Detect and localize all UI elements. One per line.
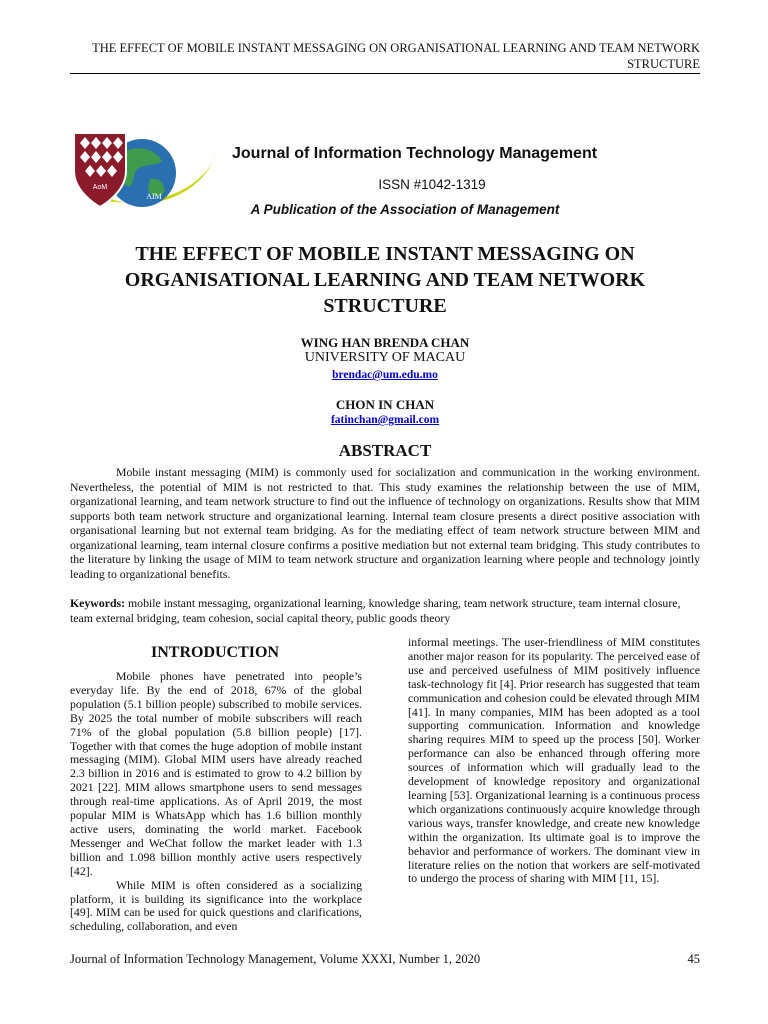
abstract-heading: ABSTRACT <box>338 441 432 460</box>
footer-citation: Journal of Information Technology Management, Volume XXXI, Number 1, 2020 <box>70 952 481 966</box>
paper-title: THE EFFECT OF MOBILE INSTANT MESSAGING ON ORGANISATIONAL LEARNING AND TEAM NETWORK STRUCTURE <box>124 243 646 317</box>
keywords-text: mobile instant messaging, organizational learning, knowledge sharing, team network structure, team internal closure, team external bridging, team cohesion, social capital theory, public goods theory <box>70 596 681 625</box>
header-rule <box>70 73 700 74</box>
left-column <box>70 670 362 934</box>
author-name: CHON IN CHAN <box>335 397 435 412</box>
keywords <box>70 596 700 625</box>
author-name: WING HAN BRENDA CHAN <box>300 335 470 350</box>
running-header: THE EFFECT OF MOBILE INSTANT MESSAGING ON ORGANISATIONAL LEARNING AND TEAM NETWORK STRUCTURE <box>92 41 700 71</box>
keywords-label: Keywords: <box>70 596 126 610</box>
paragraph: Mobile phones have penetrated into people’s everyday life. By the end of 2018, 67% of the global population (5.1 billion people) subscribed to mobile services. By 2025 the total number of mobile subscribers will reach 71% of the global population (5.8 billion people) [17]. Together with that comes the huge adoption of mobile instant messaging (MIM). Global MIM users have already reached 2.3 billion in 2016 and is estimated to grow to 4.2 billion by 2021 [22]. MIM allows smartphone users to send messages through real-time applications. As of April 2019, the most popular MIM is WhatsApp which has 1.6 billion monthly active users, dominating the world market. Facebook Messenger and WeChat follow the market leader with 1.3 billion and 1.098 billion monthly active users respectively [42]. <box>70 669 362 878</box>
paragraph: While MIM is often considered as a socializing platform, it is building its significance into the workplace [49]. MIM can be used for quick questions and clarifications, scheduling, collaboration, and even <box>70 877 362 934</box>
author-affiliation: UNIVERSITY OF MACAU <box>304 350 466 365</box>
publication-line: A Publication of the Association of Management <box>250 202 560 217</box>
journal-name: Journal of Information Technology Management <box>232 145 598 162</box>
author-email-link[interactable]: fatinchan@gmail.com <box>330 414 440 426</box>
page-number: 45 <box>687 952 700 966</box>
issn: ISSN #1042-1319 <box>378 177 486 192</box>
page-footer <box>70 952 700 967</box>
introduction-heading: INTRODUCTION <box>150 644 279 661</box>
abstract-text: Mobile instant messaging (MIM) is commonly used for socialization and communication in the working environment. Nevertheless, the potential of MIM is not restricted to that. This study examines the relationship between the use of MIM, organizational learning, and team network structure to find out the influence of technology on organizations. Results show that MIM supports both team network structure and organizational learning. Internal team closure presents a direct positive association with organisational learning but not external team bridging. As for the mediating effect of team network structure between MIM and organizational learning, team internal closure confirms a positive mediation but not external team bridging. This study contributes to the literature by linking the usage of MIM to team network structure and organization learning where people and technology jointly leading to organizational benefits. <box>70 465 700 581</box>
logo-text-left: AoM <box>92 184 108 191</box>
logo-text-right: AIM <box>146 192 162 201</box>
author-email-link[interactable]: brendac@um.edu.mo <box>332 369 438 381</box>
paragraph: informal meetings. The user-friendliness of MIM constitutes another major reason for its popularity. The perceived ease of use and perceived usefulness of MIM positively influence task-technology fit [4]. Prior research has suggested that team communication and cohesion could be elevated through MIM [41]. In many companies, MIM has been adopted as a tool supporting communication. Information and knowledge sharing requires MIM to speed up the process [50]. Worker performance can also be enhanced through offering more sources of information which will gradually lead to the development of knowledge repository and organizational learning [53]. Organizational learning is a continuous process which organizations continuously acquire knowledge through various ways, transfer knowledge, and create new knowledge within the organization. Its ultimate goal is to improve the behavior and performance of workers. The dominant view in literature relies on the notion that workers are self-motivated to undergo the process of sharing with MIM [11, 15]. <box>408 635 700 886</box>
journal-logo <box>66 127 222 223</box>
right-column <box>408 636 700 886</box>
